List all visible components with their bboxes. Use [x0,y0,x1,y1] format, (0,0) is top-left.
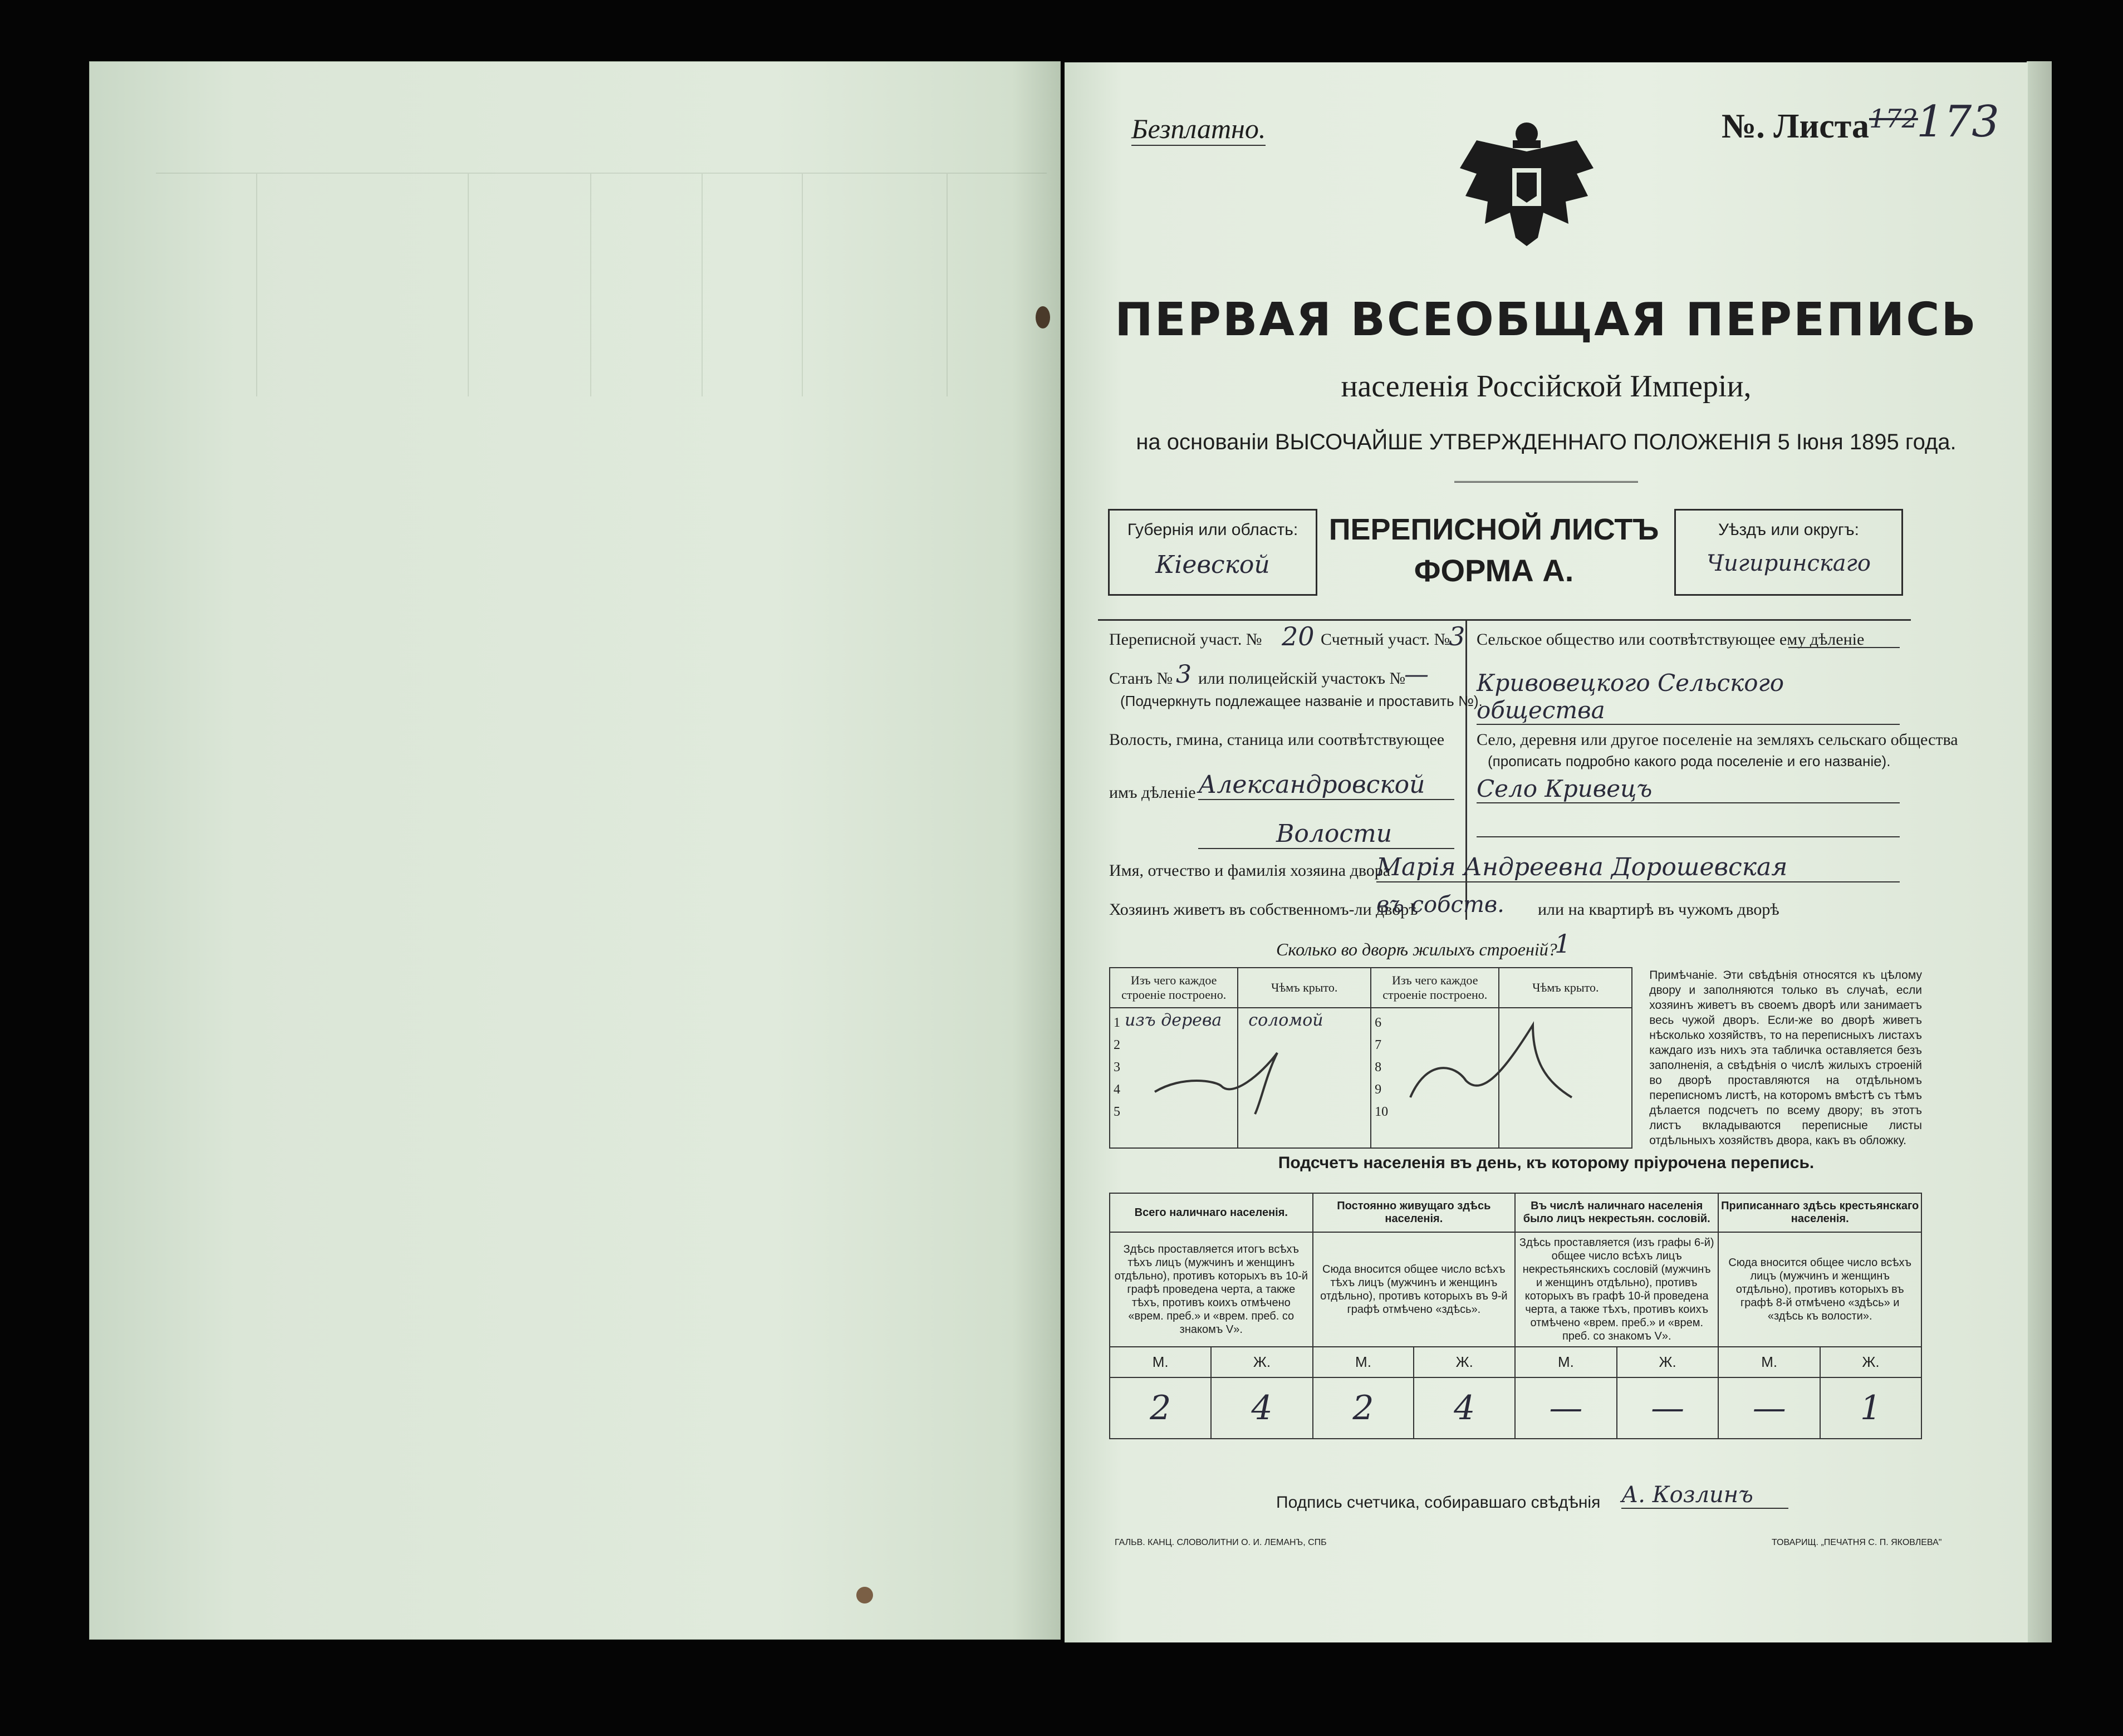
count-total-f: 4 [1211,1377,1312,1439]
material-cells-2 [1371,1008,1499,1148]
free-label: Безплатно. [1131,112,1266,146]
schet-value: 3 [1449,621,1465,651]
buildings-table [1109,967,1922,1149]
guberniya-box [1108,509,1317,596]
ink-stain [1036,306,1050,328]
guberniya-label: Губернія или область: [1127,521,1298,539]
lives-value: въ собств. [1376,892,1504,918]
uezd-box [1674,509,1903,596]
sheet-number-value: 173 [1916,97,1999,147]
count-nonpeasant-f: — [1617,1377,1719,1439]
count-permanent-m: 2 [1313,1377,1414,1439]
volost-label-2: имъ дѣленіе [1109,783,1196,802]
population-header-peasant: Приписаннаго здѣсь крестьянскаго населенія. [1718,1193,1921,1232]
count-permanent-f: 4 [1414,1377,1515,1439]
volost-value-2: Волости [1198,820,1454,849]
signature-value: А. Козлинъ [1621,1482,1788,1509]
volost-label: Волость, гмина, станица или соотвѣтствующее [1109,730,1445,749]
material-header: Изъ чего каждое строеніе построено. [1110,968,1238,1008]
population-desc-total: Здѣсь проставляется итогъ всѣхъ тѣхъ лицъ (мужчинъ и женщинъ отдѣльно), противъ которыхъ въ 10-й графѣ проведена черта, а также тѣхъ, противъ коихъ отмѣчено «врем. преб.» и «врем. преб. со знакомъ V». [1110,1232,1313,1347]
imperial-eagle-icon [1454,118,1599,252]
count-peasant-m: — [1718,1377,1820,1439]
row-numbers-left: 1 2 3 4 5 [1114,1016,1120,1119]
stan-or-label: или полицейскій участокъ № [1198,669,1406,688]
stan-note: (Подчеркнуть подлежащее названіе и проставить №). [1120,693,1483,709]
lives-label: Хозяинъ живетъ въ собственномъ-ли дворѣ [1109,900,1418,919]
owner-value: Марія Андреевна Дорошевская [1376,853,1900,882]
ink-stain [856,1587,873,1603]
dash-stroke [1149,1042,1316,1120]
page-edge [2027,61,2052,1642]
sex-f: Ж. [1820,1347,1921,1377]
sex-m: М. [1110,1347,1211,1377]
uchastok-value: 20 [1282,621,1315,651]
population-title: Подсчетъ населенія въ день, къ которому пріурочена перепись. [1278,1154,1815,1172]
signature-label: Подпись счетчика, собиравшаго свѣдѣнія [1276,1493,1601,1512]
population-desc-peasant: Сюда вносится общее число всѣхъ лицъ (мужчинъ и женщинъ отдѣльно), противъ которыхъ въ графѣ 8-й отмѣчено «здѣсь» и «здѣсь къ волости». [1718,1232,1921,1347]
divider [1454,481,1638,483]
uezd-label: Уѣздъ или округъ: [1718,521,1859,539]
count-peasant-f: 1 [1820,1377,1921,1439]
population-desc-nonpeasant: Здѣсь проставляется (изъ графы 6-й) общее число всѣхъ лицъ некрестьянскихъ сословій (мужчинъ и женщинъ отдѣльно), противъ которыхъ въ графѣ 10-й проведена черта, а также тѣхъ, противъ коихъ отмѣчено «врем. преб.» и «врем. преб. со знакомъ V». [1515,1232,1718,1347]
page-subtitle: населенія Россійской Имперіи, [1341,369,1752,404]
stan-or-value: — [1404,660,1429,689]
uezd-value: Чигиринскаго [1707,551,1871,576]
material-header-2: Изъ чего каждое строеніе построено. [1371,968,1499,1008]
selo-note: (прописать подробно какого рода поселеніе и его названіе). [1488,753,1891,769]
population-header-total: Всего наличнаго населенія. [1110,1193,1313,1232]
selo-label: Село, деревня или другое поселеніе на земляхъ сельскаго общества [1477,730,1958,749]
lives-or-label: или на квартирѣ въ чужомъ дворѣ [1538,900,1779,919]
population-table [1109,1193,1922,1439]
count-nonpeasant-m: — [1515,1377,1617,1439]
stan-value: 3 [1176,660,1192,689]
sheet-number-label: №. Листа [1722,107,1869,145]
population-desc-permanent: Сюда вносится общее число всѣхъ тѣхъ лицъ (мужчинъ и женщинъ отдѣльно), противъ которыхъ въ 9-й графѣ отмѣчено «здѣсь». [1313,1232,1515,1347]
buildings-label: Сколько во дворѣ жилыхъ строеній? [1276,939,1557,959]
selo-rule [1477,836,1900,837]
obshchestvo-value: Кривовецкого Сельского общества [1477,669,1900,725]
row-numbers-right: 6 7 8 9 10 [1375,1016,1389,1119]
note-text: Примѣчаніе. Эти свѣдѣнія относятся къ цѣлому двору и заполняются только въ случаѣ, если хозяинъ живетъ въ своемъ дворѣ или занимаетъ весь чужой дворъ. Если-же во дворѣ живетъ нѣсколько хозяйствъ, то на переписныхъ листахъ каждаго изъ нихъ эта табличка оставляется безъ заполненія, а свѣдѣнія о числѣ жилыхъ строеній во дворѣ проставляются на отдѣльномъ переписномъ листѣ, на которомъ вмѣстѣ съ тѣмъ дѣлается подсчетъ по всему двору; въ этотъ листъ вкладываются переписные листы отдѣльныхъ хозяйствъ двора, какъ въ обложку. [1649,969,1922,1147]
population-header-permanent: Постоянно живущаго здѣсь населенія. [1313,1193,1515,1232]
sex-m: М. [1515,1347,1617,1377]
count-total-m: 2 [1110,1377,1211,1439]
show-through-lines [156,173,1047,396]
row1-material: изъ дерева [1125,1011,1222,1030]
printer-right: ТОВАРИЩ. „ПЕЧАТНЯ С. П. ЯКОВЛЕВА" [1772,1538,1942,1547]
sex-m: М. [1718,1347,1820,1377]
obshchestvo-rule [1788,647,1900,648]
stan-label: Станъ № [1109,669,1173,688]
census-form-page [1065,62,2028,1642]
roof-header-2: Чѣмъ крыто. [1499,968,1632,1008]
left-page [89,61,1061,1640]
dash-stroke-2 [1405,1014,1605,1120]
buildings-value: 1 [1555,929,1571,959]
selo-value: Село Кривецъ [1477,775,1900,803]
sex-m: М. [1313,1347,1414,1377]
schet-label: Счетный участ. № [1321,630,1450,649]
obshchestvo-label: Сельское общество или соотвѣтствующее ему дѣленіе [1477,630,1865,649]
row1-roof: соломой [1248,1011,1323,1030]
sheet-number-struck: 172 [1869,104,1918,134]
legal-basis: на основаніи ВЫСОЧАЙШЕ УТВЕРЖДЕННАГО ПОЛОЖЕНІЯ 5 Іюня 1895 года. [1136,430,1957,454]
page-title: ПЕРВАЯ ВСЕОБЩАЯ ПЕРЕПИСЬ [1115,293,1978,346]
volost-value: Александровской [1198,771,1454,800]
form-subtitle: ФОРМА А. [1414,553,1574,588]
roof-cells [1238,1008,1371,1148]
form-title: ПЕРЕПИСНОЙ ЛИСТЪ [1328,513,1659,546]
uchastok-label: Переписной участ. № [1109,630,1262,649]
printer-left: ГАЛЬВ. КАНЦ. СЛОВОЛИТНИ О. И. ЛЕМАНЪ, СПБ [1115,1538,1327,1547]
sex-f: Ж. [1617,1347,1719,1377]
details-top-rule [1098,619,1911,621]
roof-header: Чѣмъ крыто. [1238,968,1371,1008]
sex-f: Ж. [1414,1347,1515,1377]
owner-label: Имя, отчество и фамилія хозяина двора [1109,861,1391,880]
population-header-nonpeasant: Въ числѣ наличнаго населенія было лицъ некрестьян. сословій. [1515,1193,1718,1232]
guberniya-value: Кіевской [1155,551,1270,579]
sex-f: Ж. [1211,1347,1312,1377]
